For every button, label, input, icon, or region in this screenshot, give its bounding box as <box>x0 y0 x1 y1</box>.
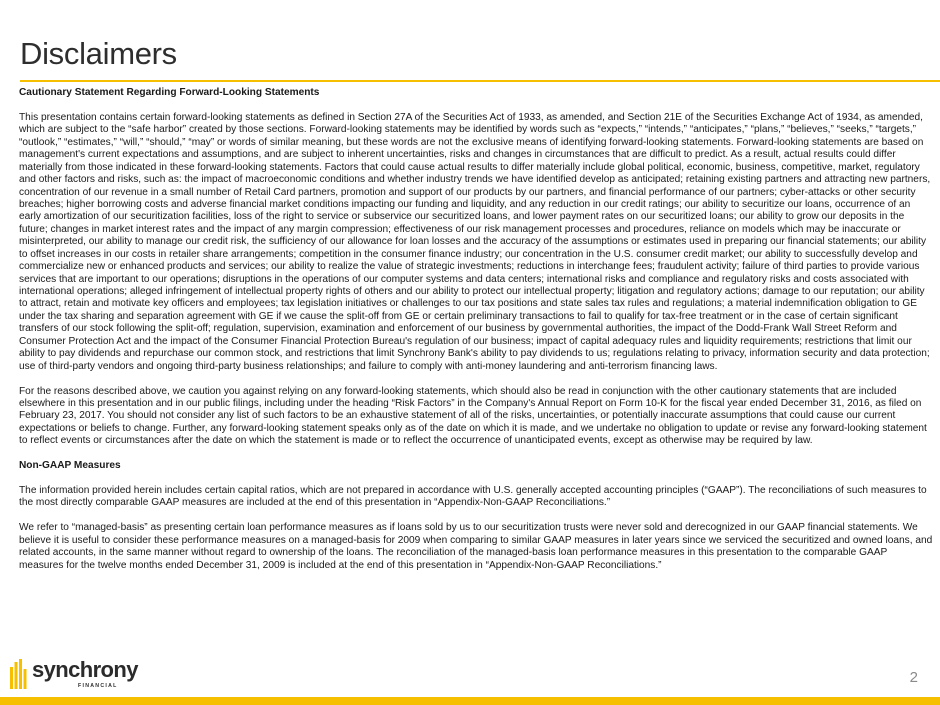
logo-wordmark: synchrony <box>32 657 138 682</box>
cautionary-heading: Cautionary Statement Regarding Forward-Looking Statements <box>19 87 320 98</box>
title-divider <box>20 80 940 82</box>
non-gaap-paragraph-2: We refer to “managed-basis” as presenting certain loan performance measures as if loans sold by us to our securitization trusts were never sold and derecognized in our GAAP financial statements. We believe it is useful to consider these performance measures on a managed-basis for 2009 when comparing to similar GAAP measures in later years since we serviced the securitized and owned loans, and related accounts, in the same manner without regard to ownership of the loans. The reconciliation of the managed-basis loan performance measures in this presentation to the comparable GAAP measures for the twelve months ended December 31, 2009 is included at the end of this presentation in “Appendix-Non-GAAP Reconciliations.” <box>19 522 933 571</box>
logo-subtitle: FINANCIAL <box>78 683 118 689</box>
footer-accent-bar <box>0 697 940 705</box>
cautionary-paragraph-1: This presentation contains certain forward-looking statements as defined in Section 27A of the Securities Act of 1933, as amended, and Section 21E of the Securities Exchange Act of 1934, as amended, which are subject to the “safe harbor” created by those sections. Forward-looking statements may be identified by words such as “expects,” “intends,” “anticipates,” “plans,” “believes,” “seeks,” “targets,” “outlook,” “estimates,” “will,” “should,” “may” or words of similar meaning, but these words are not the exclusive means of identifying forward-looking statements. Forward-looking statements are based on management's current expectations and assumptions, and are subject to inherent uncertainties, risks and changes in circumstances that are difficult to predict. As a result, actual results could differ materially from those indicated in these forward-looking statements. Factors that could cause actual results to differ materially include global political, economic, business, competitive, market, regulatory and other factors and risks, such as: the impact of macroeconomic conditions and whether industry trends we have identified develop as anticipated; retaining existing partners and attracting new partners, concentration of our revenue in a small number of Retail Card partners, promotion and support of our products by our partners, and financial performance of our partners; cyber-attacks or other security breaches; higher borrowing costs and adverse financial market conditions impacting our funding and liquidity, and any reduction in our credit ratings; our ability to securitize our loans, occurrence of an early amortization of our securitization facilities, loss of the right to service or subservice our securitized loans, and lower payment rates on our securitized loans; our ability to grow our deposits in the future; changes in market interest rates and the impact of any margin compression; effectiveness of our risk management processes and procedures, reliance on models which may be inaccurate or misinterpreted, our ability to manage our credit risk, the sufficiency of our allowance for loan losses and the accuracy of the assumptions or estimates used in preparing our financial statements; our ability to offset increases in our costs in retailer share arrangements; competition in the consumer finance industry; our concentration in the U.S. consumer credit market; our ability to successfully develop and commercialize new or enhanced products and services; our ability to realize the value of strategic investments; reductions in interchange fees; fraudulent activity; failure of third parties to provide various services that are important to our operations; disruptions in the operations of our computer systems and data centers; international risks and compliance and regulatory risks and costs associated with international operations; alleged infringement of intellectual property rights of others and our ability to protect our intellectual property; litigation and regulatory actions; damage to our reputation; our ability to attract, retain and motivate key officers and employees; tax legislation initiatives or challenges to our tax positions and state sales tax rules and regulations; a material indemnification obligation to GE under the tax sharing and separation agreement with GE if we cause the split-off from GE or certain preliminary transactions to fail to qualify for tax-free treatment or in the case of certain significant transfers of our stock following the split-off; regulation, supervision, examination and enforcement of our business by governmental authorities, the impact of the Dodd-Frank Wall Street Reform and Consumer Protection Act and the impact of the Consumer Financial Protection Bureau's regulation of our business; impact of capital adequacy rules and liquidity requirements; restrictions that limit our ability to pay dividends and repurchase our common stock, and restrictions that limit Synchrony Bank's ability to pay dividends to us; regulations relating to privacy, information security and data protection; use of third-party vendors and ongoing third-party business relationships; and failure to comply with anti-money laundering and anti-terrorism financing laws. <box>19 111 931 372</box>
page-number: 2 <box>909 669 918 686</box>
cautionary-paragraph-2: For the reasons described above, we caution you against relying on any forward-looking statements, which should also be read in conjunction with the other cautionary statements that are included elsewhere in this presentation and in our public filings, including under the heading “Risk Factors” in the Company's Annual Report on Form 10-K for the fiscal year ended December 31, 2016, as filed on February 23, 2017. You should not consider any list of such factors to be an exhaustive statement of all of the risks, uncertainties, or potentially inaccurate assumptions that could cause our current expectations or beliefs to change. Further, any forward-looking statement speaks only as of the date on which it is made, and we undertake no obligation to update or revise any forward-looking statement to reflect events or circumstances after the date on which the statement is made or to reflect the occurrence of unanticipated events, except as otherwise may be required by law. <box>19 385 927 447</box>
page-title: Disclaimers <box>20 36 177 71</box>
synchrony-bars-logo-icon <box>10 659 27 689</box>
non-gaap-heading: Non-GAAP Measures <box>19 460 121 472</box>
non-gaap-paragraph-1: The information provided herein includes certain capital ratios, which are not prepared in accordance with U.S. generally accepted accounting principles (“GAAP”). The reconciliations of such measures to the most directly comparable GAAP measures are included at the end of this presentation in “Appendix-Non-GAAP Reconciliations.” <box>19 485 927 509</box>
synchrony-logo <box>10 655 138 689</box>
disclaimer-content <box>19 87 933 585</box>
